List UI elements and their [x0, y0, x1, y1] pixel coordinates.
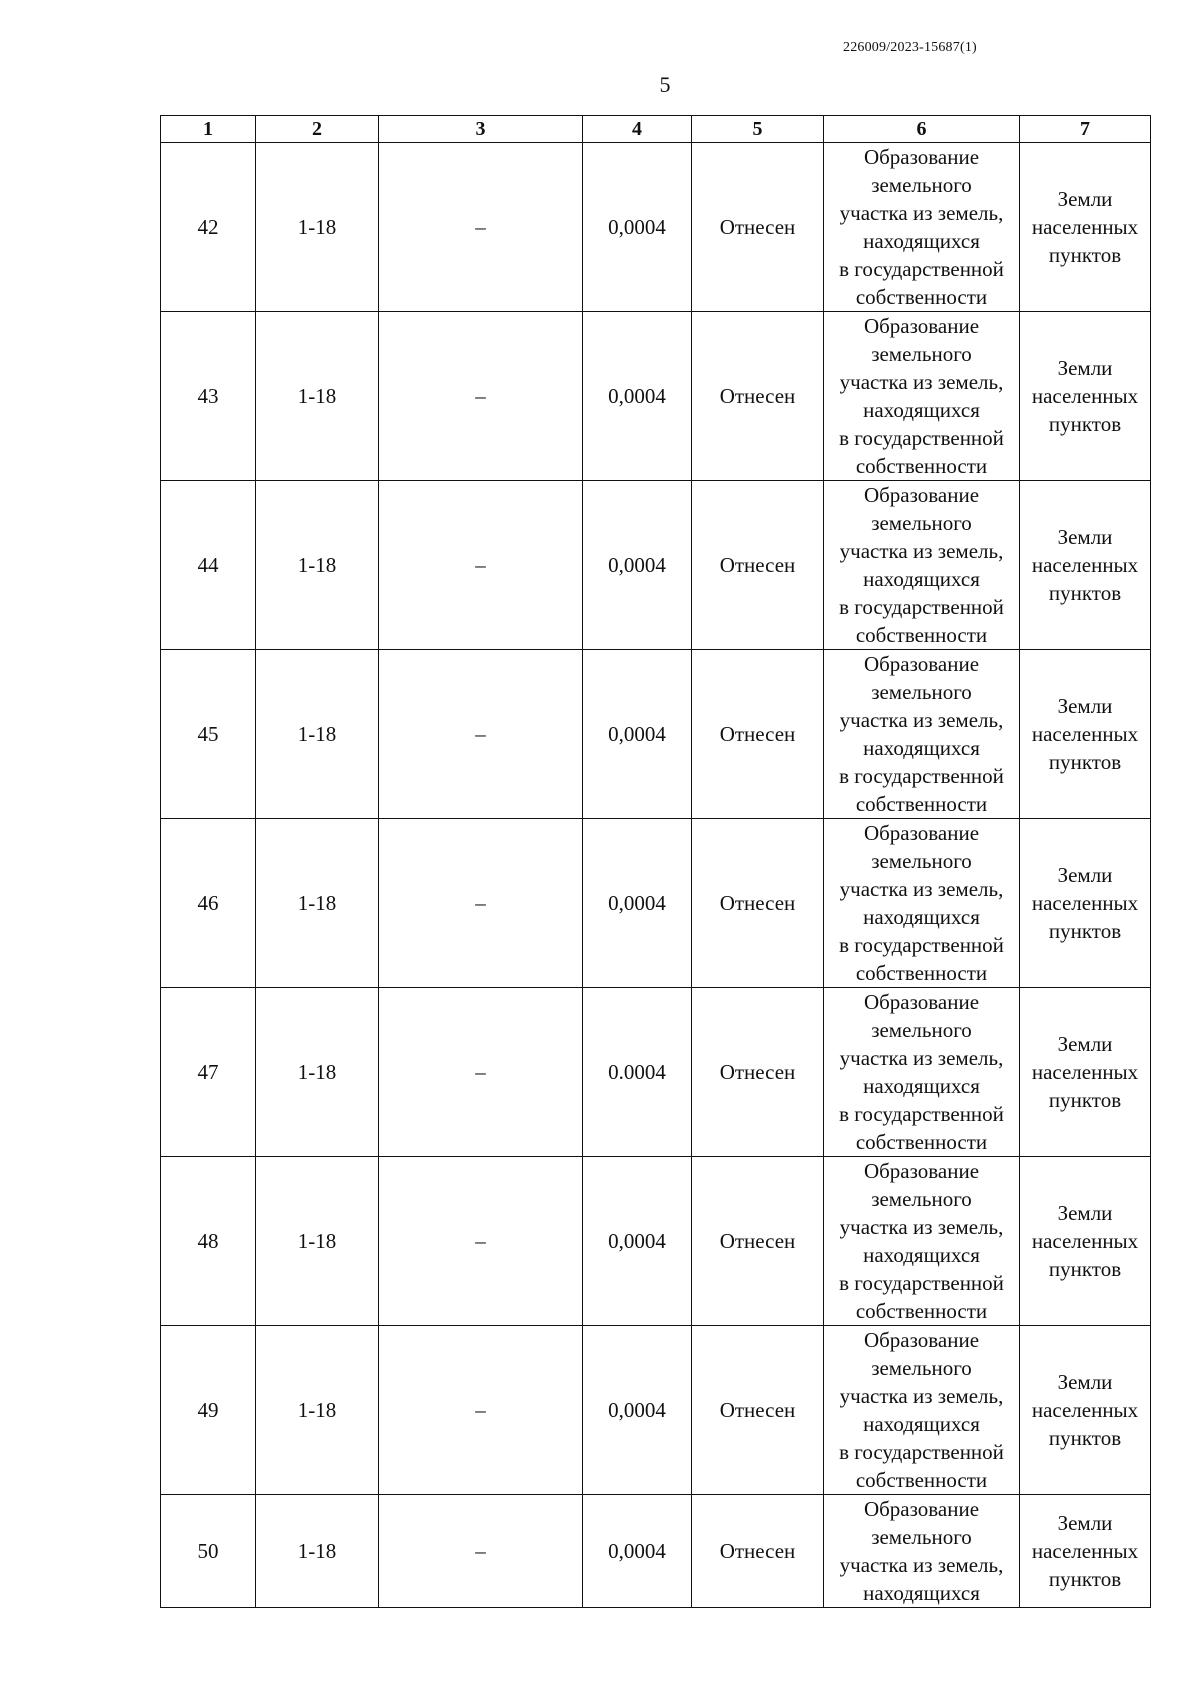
- cell-purpose: Образование земельного участка из земель, находящихся в государственной собственности: [824, 312, 1020, 481]
- cell-purpose: Образование земельного участка из земель, находящихся в государственной собственности: [824, 143, 1020, 312]
- cell-purpose: Образование земельного участка из земель, находящихся в государственной собственности: [824, 481, 1020, 650]
- cell-number: 45: [161, 650, 256, 819]
- cell-category: Земли населенных пунктов: [1020, 1157, 1151, 1326]
- table-row: [161, 650, 1151, 819]
- table-header-row: [161, 116, 1151, 143]
- cell-status: Отнесен: [692, 1326, 824, 1495]
- cell-category: Земли населенных пунктов: [1020, 312, 1151, 481]
- cell-status: Отнесен: [692, 1157, 824, 1326]
- cell-number: 49: [161, 1326, 256, 1495]
- column-header: 3: [379, 116, 583, 143]
- cell-purpose: Образование земельного участка из земель, находящихся в государственной собственности: [824, 1157, 1020, 1326]
- cell-status: Отнесен: [692, 988, 824, 1157]
- cell-dash: –: [379, 481, 583, 650]
- cell-status: Отнесен: [692, 143, 824, 312]
- cell-purpose: Образование земельного участка из земель, находящихся в государственной собственности: [824, 819, 1020, 988]
- cell-purpose: Образование земельного участка из земель, находящихся в государственной собственности: [824, 1326, 1020, 1495]
- cell-range: 1-18: [256, 143, 379, 312]
- cell-purpose: Образование земельного участка из земель, находящихся в государственной собственности: [824, 650, 1020, 819]
- column-header: 2: [256, 116, 379, 143]
- document-number: 226009/2023-15687(1): [843, 40, 977, 55]
- cell-dash: –: [379, 143, 583, 312]
- cell-dash: –: [379, 1495, 583, 1608]
- cell-status: Отнесен: [692, 1495, 824, 1608]
- cell-status: Отнесен: [692, 819, 824, 988]
- table-row: [161, 312, 1151, 481]
- cell-range: 1-18: [256, 1157, 379, 1326]
- table-row: [161, 819, 1151, 988]
- cell-category: Земли населенных пунктов: [1020, 481, 1151, 650]
- cell-dash: –: [379, 819, 583, 988]
- cell-dash: –: [379, 1157, 583, 1326]
- cell-dash: –: [379, 312, 583, 481]
- cell-dash: –: [379, 1326, 583, 1495]
- table-row: [161, 1495, 1151, 1608]
- cell-area: 0,0004: [583, 819, 692, 988]
- table-row: [161, 1157, 1151, 1326]
- cell-area: 0,0004: [583, 143, 692, 312]
- column-header: 6: [824, 116, 1020, 143]
- cell-area: 0.0004: [583, 988, 692, 1157]
- cell-category: Земли населенных пунктов: [1020, 1326, 1151, 1495]
- cell-number: 48: [161, 1157, 256, 1326]
- cell-number: 46: [161, 819, 256, 988]
- cell-area: 0,0004: [583, 1326, 692, 1495]
- cell-range: 1-18: [256, 1495, 379, 1608]
- cell-purpose: Образование земельного участка из земель, находящихся: [824, 1495, 1020, 1608]
- cell-number: 47: [161, 988, 256, 1157]
- cell-range: 1-18: [256, 312, 379, 481]
- cell-number: 50: [161, 1495, 256, 1608]
- cell-area: 0,0004: [583, 312, 692, 481]
- cell-range: 1-18: [256, 988, 379, 1157]
- cell-category: Земли населенных пунктов: [1020, 1495, 1151, 1608]
- column-header: 1: [161, 116, 256, 143]
- table-row: [161, 988, 1151, 1157]
- land-plots-table: [160, 115, 1151, 1608]
- cell-status: Отнесен: [692, 650, 824, 819]
- column-header: 5: [692, 116, 824, 143]
- cell-number: 43: [161, 312, 256, 481]
- cell-dash: –: [379, 988, 583, 1157]
- cell-category: Земли населенных пунктов: [1020, 650, 1151, 819]
- cell-category: Земли населенных пунктов: [1020, 988, 1151, 1157]
- cell-category: Земли населенных пунктов: [1020, 819, 1151, 988]
- cell-status: Отнесен: [692, 481, 824, 650]
- page-number: 5: [659, 72, 671, 97]
- table-row: [161, 143, 1151, 312]
- table-row: [161, 1326, 1151, 1495]
- cell-range: 1-18: [256, 481, 379, 650]
- column-header: 4: [583, 116, 692, 143]
- cell-number: 42: [161, 143, 256, 312]
- cell-area: 0,0004: [583, 1495, 692, 1608]
- table-row: [161, 481, 1151, 650]
- column-header: 7: [1020, 116, 1151, 143]
- cell-dash: –: [379, 650, 583, 819]
- cell-area: 0,0004: [583, 481, 692, 650]
- cell-range: 1-18: [256, 650, 379, 819]
- cell-range: 1-18: [256, 1326, 379, 1495]
- cell-category: Земли населенных пунктов: [1020, 143, 1151, 312]
- cell-area: 0,0004: [583, 1157, 692, 1326]
- cell-number: 44: [161, 481, 256, 650]
- cell-area: 0,0004: [583, 650, 692, 819]
- cell-range: 1-18: [256, 819, 379, 988]
- cell-purpose: Образование земельного участка из земель, находящихся в государственной собственности: [824, 988, 1020, 1157]
- cell-status: Отнесен: [692, 312, 824, 481]
